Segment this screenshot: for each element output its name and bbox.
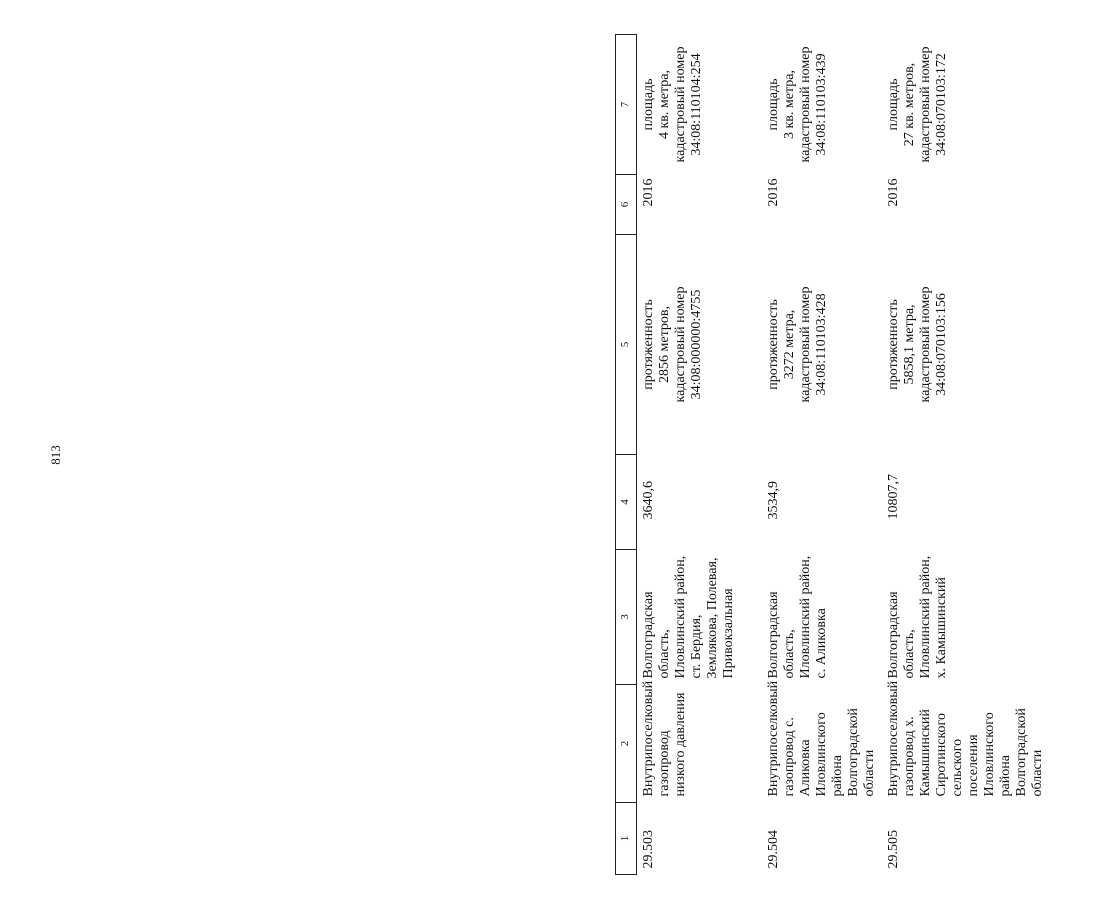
land-area: площадь 4 кв. метра, кадастровый номер 34:08:110104:254: [641, 46, 704, 163]
row-number: 29.505: [885, 830, 901, 869]
land-area: площадь 3 кв. метра, кадастровый номер 34:08:110103:439: [765, 46, 829, 163]
column-header: 2: [616, 685, 637, 803]
land-area: площадь 27 кв. метров, кадастровый номер 34:08:070103:172: [885, 46, 949, 163]
property-table: [615, 34, 1050, 875]
object-name: Внутрипоселковый газопровод с. Аликовка Иловлинского района Волгоградской области: [765, 680, 877, 797]
object-extent: протяженность 2856 метров, кадастровый номер 34:08:000000:4755: [641, 286, 704, 403]
page-number: 813: [48, 445, 63, 465]
object-address: Волгоградская область, Иловлинский район, х. Камышинский: [885, 555, 949, 679]
column-header: 1: [616, 803, 637, 875]
object-address: Волгоградская область, Иловлинский район, с. Аликовка: [765, 555, 829, 679]
column-header: 4: [616, 455, 637, 550]
table-header-row: [616, 35, 637, 875]
column-header: 3: [616, 550, 637, 685]
year: 2016: [885, 178, 901, 207]
object-name: Внутрипоселковый газопровод х. Камышинский Сиротинского сельского поселения Иловлинского района Волгоградской области: [885, 680, 1045, 797]
year: 2016: [641, 178, 656, 207]
year: 2016: [765, 178, 781, 207]
table-row: [637, 35, 762, 875]
object-name: Внутрипоселковый газопровод низкого давления: [641, 680, 688, 797]
table-row: [762, 35, 882, 875]
object-address: Волгоградская область, Иловлинский район, ст. Бердия, Землякова, Полевая, Привокзальная: [641, 555, 736, 679]
table-row: [882, 35, 1050, 875]
object-extent: протяженность 5858,1 метра, кадастровый номер 34:08:070103:156: [885, 286, 949, 403]
property-table-rotated: [615, 35, 1120, 875]
book-value: 3534,9: [765, 481, 781, 520]
column-header: 5: [616, 235, 637, 455]
book-value: 3640,6: [641, 481, 656, 520]
row-number: 29.503: [641, 830, 656, 869]
column-header: 7: [616, 35, 637, 175]
column-header: 6: [616, 175, 637, 235]
object-extent: протяженность 3272 метра, кадастровый номер 34:08:110103:428: [765, 286, 829, 403]
book-value: 10807,7: [885, 474, 901, 520]
row-number: 29.504: [765, 830, 781, 869]
